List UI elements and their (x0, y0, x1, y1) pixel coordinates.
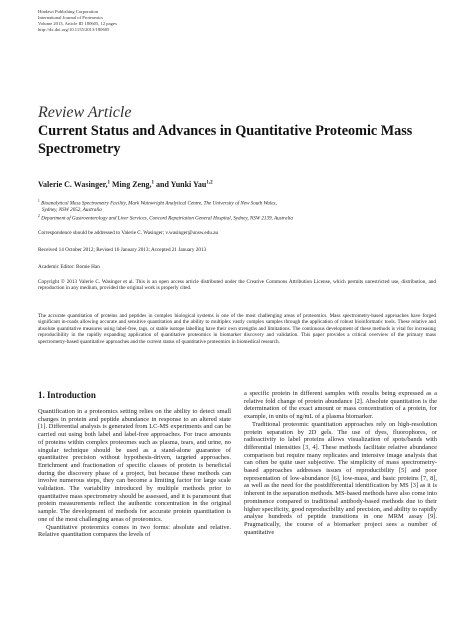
journal-publisher: Hindawi Publishing Corporation (38, 9, 98, 14)
body-paragraph: Quantification in a proteomics setting relies on the ability to detect small changes in protein and peptide abundance in response to an altered state [1]. Differential analysis is generated from LC-MS experiments and can be carried out using both label and label-free approaches. For trace amounts of proteins within complex proteomes such as plasma, tears, and urine, no singular technique should be used as a stand-alone guarantee of quantitative precision without hypothesis-driven, targeted approaches. Enrichment and fractionation of specific classes of protein is beneficial during the discovery phase of a project, but because these methods can involve numerous steps, they can become a limiting factor for large scale validation. The variability introduced by multiple methods prior to quantitative mass spectrometry should be assessed, and it is paramount that protein measurements reflect the authentic concentration in the original sample. The development of methods for accurate protein quantitation is one of the most challenging areas of proteomics. (38, 408, 231, 523)
author-affiliation-mark: 1 (107, 180, 110, 186)
article-type: Review Article (38, 104, 132, 121)
right-column (244, 390, 437, 536)
affiliation-mark: 2 (38, 214, 40, 218)
author-affiliation-mark: 1 (151, 180, 155, 186)
author-name: Valerie C. Wasinger, (38, 180, 108, 189)
section-heading: 1. Introduction (38, 390, 96, 400)
copyright-notice: Copyright © 2013 Valerie C. Wasinger et al. This is an open access article distributed under the Creative Commons Attribution License, which permits unrestricted use, distribution, and reproduction in any medium, provided the original work is properly cited. (38, 279, 436, 292)
author-affiliation-mark: 1,2 (206, 180, 213, 186)
affiliation-2 (38, 213, 458, 222)
body-paragraph: Quantitative proteomics comes in two forms: absolute and relative. Relative quantitation compares the levels of (38, 523, 231, 539)
affiliation-mark: 1 (38, 199, 40, 203)
body-paragraph: a specific protein in different samples with results being expressed as a relative fold change of protein abundance [2]. Absolute quantitation is the determination of the exact amount or mass concentration of a protein, for example, in units of ng/mL of a plasma biomarker. (244, 390, 437, 421)
paper-title: Current Status and Advances in Quantitative Proteomic Mass Spectrometry (38, 123, 413, 157)
affiliation-text: Bioanalytical Mass Spectrometry Facility, Mark Wainwright Analytical Centre, The University of New South Wales, (41, 200, 277, 207)
journal-header (38, 9, 117, 33)
abstract: The accurate quantitation of proteins and peptides in complex biological systems is one of the most challenging areas of proteomics. Mass spectrometry-based approaches have forged significant in-roads allowing accurate and sensitive quantitation and the ability to multiplex vastly complex samples through the application of robust bioinformatic tools. These relative and absolute quantitative measures using label-free, tags, or stable isotope labelling have their own strengths and limitations. The continuous development of these methods is vital for increasing reproducibility in the rapidly expanding application of quantitative proteomics in biomarker discovery and validation. This paper provides a critical overview of the primary mass spectrometry-based quantitative approaches and the current status of quantitative proteomics in biomedical research. (38, 313, 436, 345)
author-list (38, 180, 213, 189)
correspondence: Correspondence should be addressed to Valerie C. Wasinger; v.wasinger@unsw.edu.au (38, 230, 219, 236)
body-paragraph: Traditional proteomic quantitation approaches rely on high-resolution protein separation by 2D gels. The use of dyes, fluorophores, or radioactivity to label proteins allows visualization of spots/bands with differential intensities [3, 4]. These methods facilitate relative abundance comparison but require many replicates and intensive image analysis that can often be quite user subjective. The simplicity of mass spectrometry-based approaches addresses issues of reproducibility [5] and poor representation of low-abundance [6], low-mass, and basic proteins [7, 8], as well as the need for the postdifferential identification by MS [3] as it is inherent in the separation methods. MS-based methods have also come into prominence compared to traditional antibody-based methods due to their higher specificity, good reproducibility and precision, and ability to rapidly analyse hundreds of peptide transitions in one MRM assay [9]. Pragmatically, the course of a biomarker project sees a number of quantitative (244, 420, 437, 536)
journal-volume: Volume 2013, Article ID 180605, 12 pages (38, 20, 117, 26)
affiliation-text-cont: Sydney, NSW 2052, Australia (42, 206, 102, 213)
journal-name: International Journal of Proteomics (38, 14, 103, 20)
affiliation-text: Department of Gastroenterology and Liver Services, Concord Repatriation General Hospital, Sydney, NSW 2139, Australia (41, 215, 293, 222)
academic-editor: Academic Editor: Bomie Han (38, 264, 100, 270)
article-dates: Received 14 October 2012; Revised 16 January 2013; Accepted 21 January 2013 (38, 247, 207, 253)
journal-doi-link[interactable]: http://dx.doi.org/10.1155/2013/180605 (38, 26, 110, 32)
author-name: Ming Zeng, (111, 180, 152, 189)
affiliation-1 (38, 198, 458, 213)
author-name: and Yunki Yau (156, 180, 207, 189)
left-column (38, 408, 231, 539)
